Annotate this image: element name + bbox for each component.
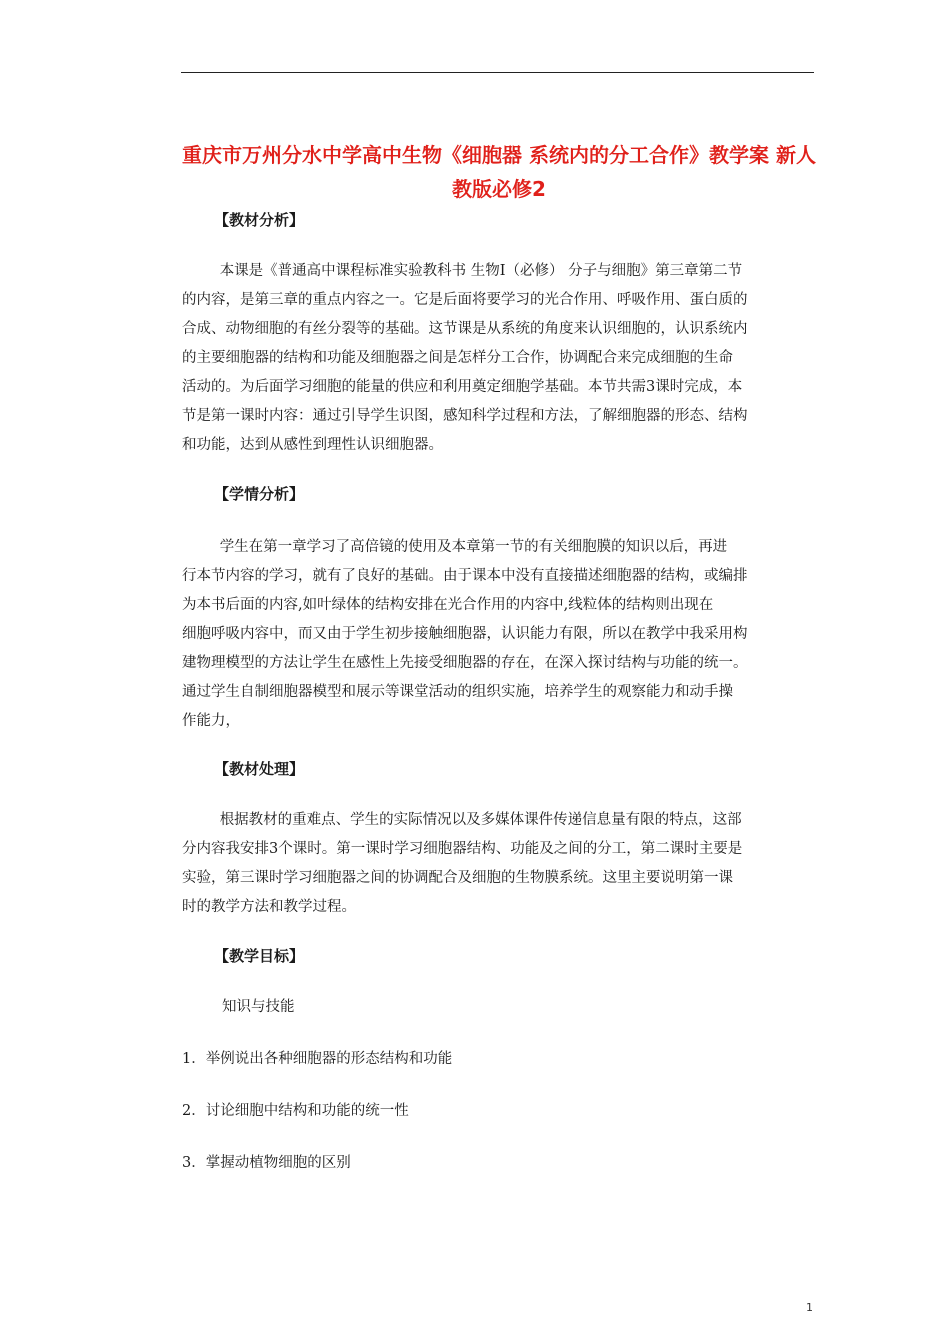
- text-line: 行本节内容的学习，就有了良好的基础。由于课本中没有直接描述细胞器的结构，或编排: [182, 568, 748, 584]
- text-line: 的内容，是第三章的重点内容之一。它是后面将要学习的光合作用、呼吸作用、蛋白质的: [182, 292, 748, 308]
- text-line: 学生在第一章学习了高倍镜的使用及本章第一节的有关细胞膜的知识以后，再进: [219, 539, 728, 555]
- paragraph-student-analysis: [182, 533, 818, 736]
- text-line: 节是第一课时内容：通过引导学生识图，感知科学过程和方法，了解细胞器的形态、结构: [182, 408, 748, 424]
- paragraph-textbook-analysis: [182, 257, 818, 460]
- text-line: 建物理模型的方法让学生在感性上先接受细胞器的存在，在深入探讨结构与功能的统一。: [182, 655, 748, 671]
- text-line: 活动的。为后面学习细胞的能量的供应和利用奠定细胞学基础。本节共需3课时完成，本: [182, 379, 743, 395]
- header-rule: [181, 72, 814, 73]
- text-line: 通过学生自制细胞器模型和展示等课堂活动的组织实施，培养学生的观察能力和动手操: [182, 684, 733, 700]
- text-line: 合成、动物细胞的有丝分裂等的基础。这节课是从系统的角度来认识细胞的，认识系统内: [182, 321, 748, 337]
- subheading-knowledge-skills: 知识与技能: [222, 999, 295, 1015]
- heading-student-analysis: 【学情分析】: [214, 485, 305, 503]
- text-line: 分内容我安排3个课时。第一课时学习细胞器结构、功能及之间的分工，第二课时主要是: [182, 841, 743, 857]
- goal-item: 3．掌握动植物细胞的区别: [182, 1155, 351, 1171]
- text-line: 本课是《普通高中课程标准实验教科书 生物Ⅰ（必修） 分子与细胞》第三章第二节: [219, 263, 743, 279]
- text-line: 作能力，: [182, 713, 240, 729]
- heading-textbook-analysis: 【教材分析】: [214, 211, 305, 229]
- text-line: 为本书后面的内容,如叶绿体的结构安排在光合作用的内容中,线粒体的结构则出现在: [182, 597, 714, 613]
- text-line: 和功能，达到从感性到理性认识细胞器。: [182, 437, 443, 453]
- text-line: 时的教学方法和教学过程。: [182, 899, 356, 915]
- document-title: 重庆市万州分水中学高中生物《细胞器 系统内的分工合作》教学案 新人教版必修2: [182, 143, 816, 201]
- text-line: 实验，第三课时学习细胞器之间的协调配合及细胞的生物膜系统。这里主要说明第一课: [182, 870, 733, 886]
- heading-teaching-goals: 【教学目标】: [214, 947, 305, 965]
- text-line: 的主要细胞器的结构和功能及细胞器之间是怎样分工合作，协调配合来完成细胞的生命: [182, 350, 733, 366]
- text-line: 细胞呼吸内容中，而又由于学生初步接触细胞器，认识能力有限，所以在教学中我采用构: [182, 626, 748, 642]
- goal-item: 2．讨论细胞中结构和功能的统一性: [182, 1103, 409, 1119]
- paragraph-textbook-processing: [182, 806, 818, 922]
- heading-textbook-processing: 【教材处理】: [214, 760, 305, 778]
- page-number: 1: [806, 1301, 813, 1314]
- goal-item: 1．举例说出各种细胞器的形态结构和功能: [182, 1051, 453, 1067]
- text-line: 根据教材的重难点、学生的实际情况以及多媒体课件传递信息量有限的特点，这部: [219, 812, 742, 828]
